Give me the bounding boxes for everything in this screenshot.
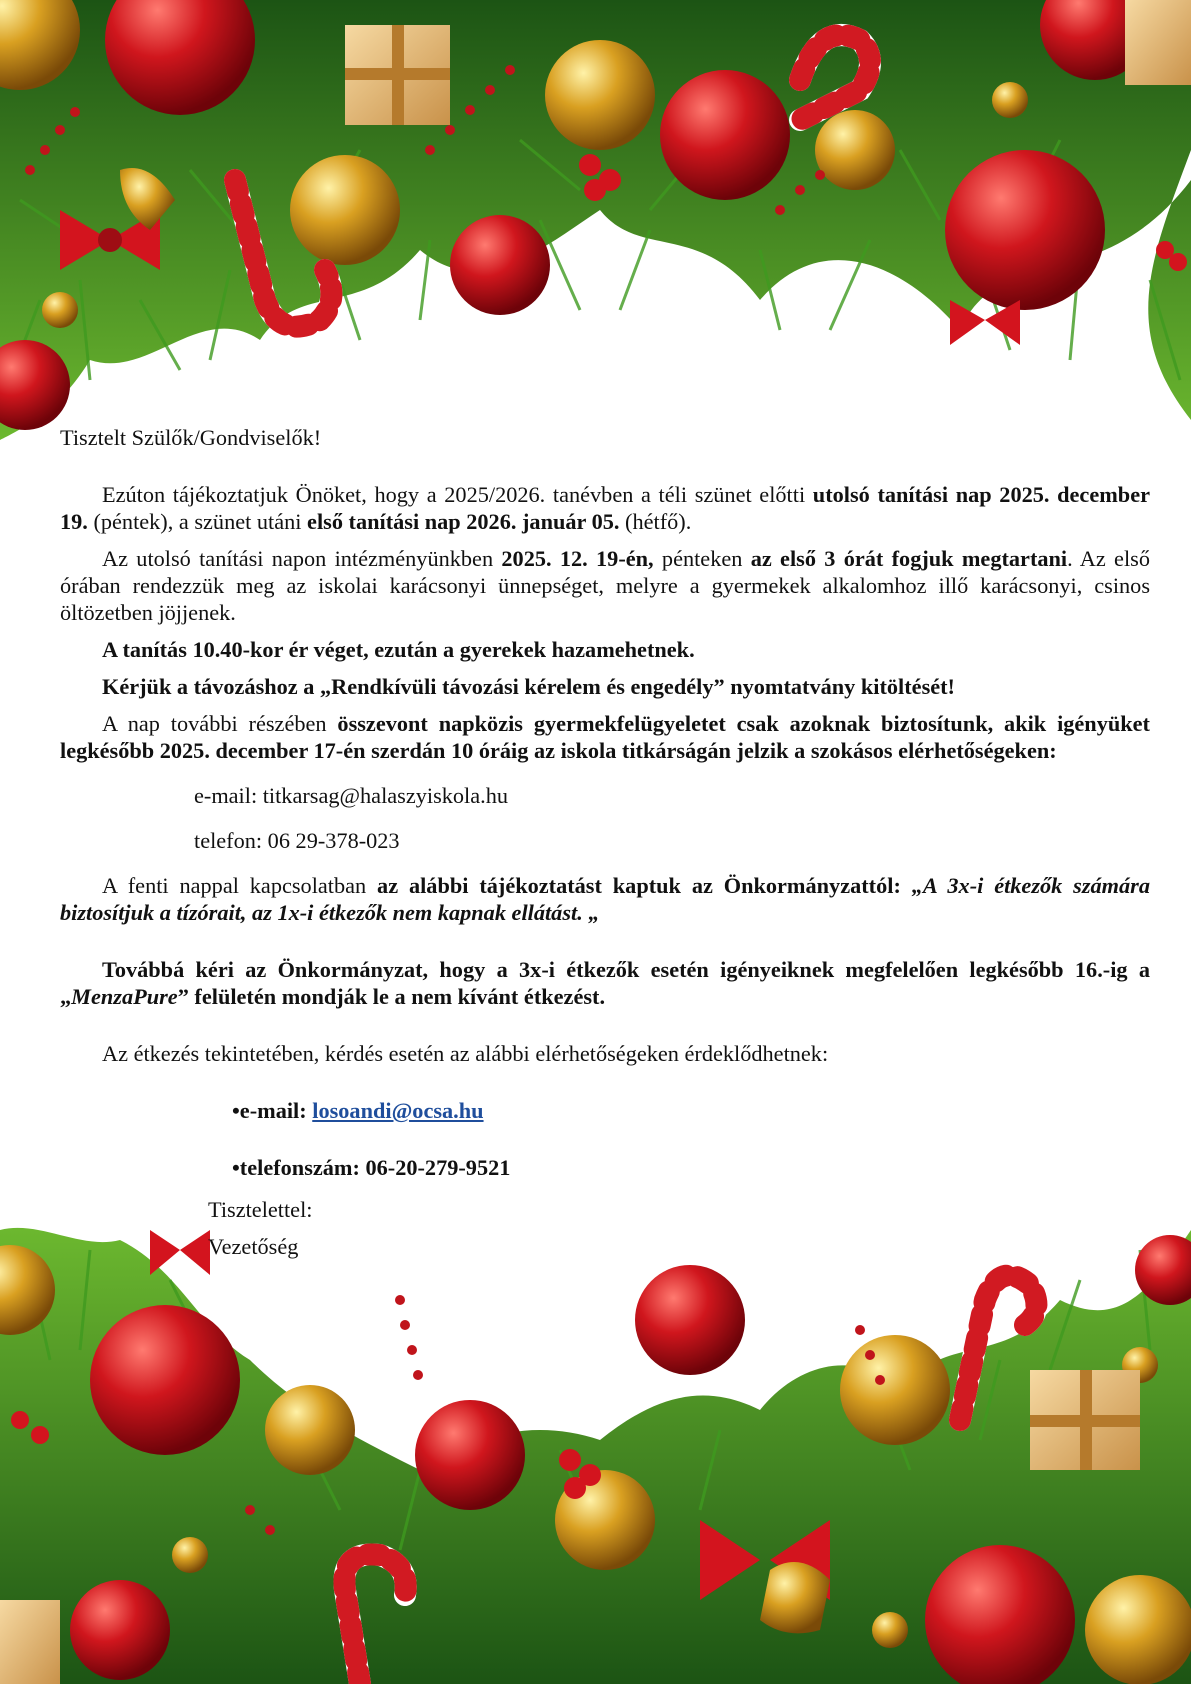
hours-highlight: az első 3 órát fogjuk megtartani bbox=[750, 546, 1068, 571]
school-email: e-mail: titkarsag@halaszyiskola.hu bbox=[194, 783, 509, 808]
text: (hétfő). bbox=[619, 509, 692, 534]
menzapure-name: MenzaPure bbox=[71, 984, 178, 1009]
paragraph-menzapure bbox=[60, 956, 1150, 1010]
text: Továbbá kéri az Önkormányzat, hogy a 3x-i étkezők esetén igényeiknek megfelelően legkésőbb 16.-ig a „ bbox=[60, 957, 1150, 1009]
leave-form-text: Kérjük a távozáshoz a „Rendkívüli távozási kérelem és engedély” nyomtatvány kitöltését! bbox=[102, 674, 955, 699]
paragraph-last-day bbox=[60, 545, 1150, 626]
closing: Tisztelettel: bbox=[208, 1197, 313, 1222]
christmas-garland-bottom bbox=[0, 1210, 1191, 1684]
text: pénteken bbox=[653, 546, 751, 571]
meal-email bbox=[232, 1097, 1150, 1124]
greeting: Tisztelt Szülők/Gondviselők! bbox=[60, 425, 322, 450]
paragraph-meal-contact: Az étkezés tekintetében, kérdés esetén az alábbi elérhetőségeken érdeklődhetnek: bbox=[102, 1041, 829, 1066]
paragraph-leave-form bbox=[60, 673, 1150, 700]
paragraph-municipality bbox=[60, 872, 1150, 926]
letter-body bbox=[60, 424, 1150, 1260]
meal-phone: •telefonszám: 06-20-279-9521 bbox=[232, 1155, 511, 1180]
municipality-quote: „A 3x-i étkezők számára biztosítjuk a tízórait, az 1x-i étkezők nem kapnak ellátást. „ bbox=[60, 873, 1150, 925]
text: Ezúton tájékoztatjuk Önöket, hogy a 2025/2026. tanévben a téli szünet előtti bbox=[102, 482, 813, 507]
text: Az utolsó tanítási napon intézményünkben bbox=[102, 546, 502, 571]
municipality-highlight: az alábbi tájékoztatást kaptuk az Önkormányzattól: bbox=[377, 873, 901, 898]
email-label: •e-mail: bbox=[232, 1098, 313, 1123]
daycare-highlight: összevont napközis gyermekfelügyeletet csak azoknak biztosítunk, akik igényüket legkésőbb 2025. december 17-én szerdán 10 óráig az iskola titkárságán jelzik a szokásos elérhetőségeken: bbox=[60, 711, 1150, 763]
first-day-highlight: első tanítási nap 2026. január 05. bbox=[307, 509, 620, 534]
text: ” felületén mondják le a nem kívánt étkezést. bbox=[177, 984, 606, 1009]
signature: Vezetőség bbox=[208, 1234, 299, 1259]
date-highlight: 2025. 12. 19-én, bbox=[501, 546, 654, 571]
paragraph-school-dates bbox=[60, 481, 1150, 535]
christmas-garland-top bbox=[0, 0, 1191, 460]
last-day-highlight: utolsó tanítási nap 2025. december 19. bbox=[60, 482, 1150, 534]
text: (péntek), a szünet utáni bbox=[87, 509, 308, 534]
meal-email-link[interactable]: losoandi@ocsa.hu bbox=[312, 1098, 484, 1123]
school-phone: telefon: 06 29-378-023 bbox=[194, 828, 400, 853]
paragraph-daycare bbox=[60, 710, 1150, 764]
text: A fenti nappal kapcsolatban bbox=[102, 873, 378, 898]
end-time-text: A tanítás 10.40-kor ér véget, ezután a gyerekek hazamehetnek. bbox=[102, 637, 695, 662]
paragraph-end-time bbox=[60, 636, 1150, 663]
text: A nap további részében bbox=[102, 711, 338, 736]
text: . Az első órában rendezzük meg az iskolai karácsonyi ünnepséget, melyre a gyermekek alkalomhoz illő karácsonyi, csinos öltözetben jöjjenek. bbox=[60, 546, 1150, 625]
